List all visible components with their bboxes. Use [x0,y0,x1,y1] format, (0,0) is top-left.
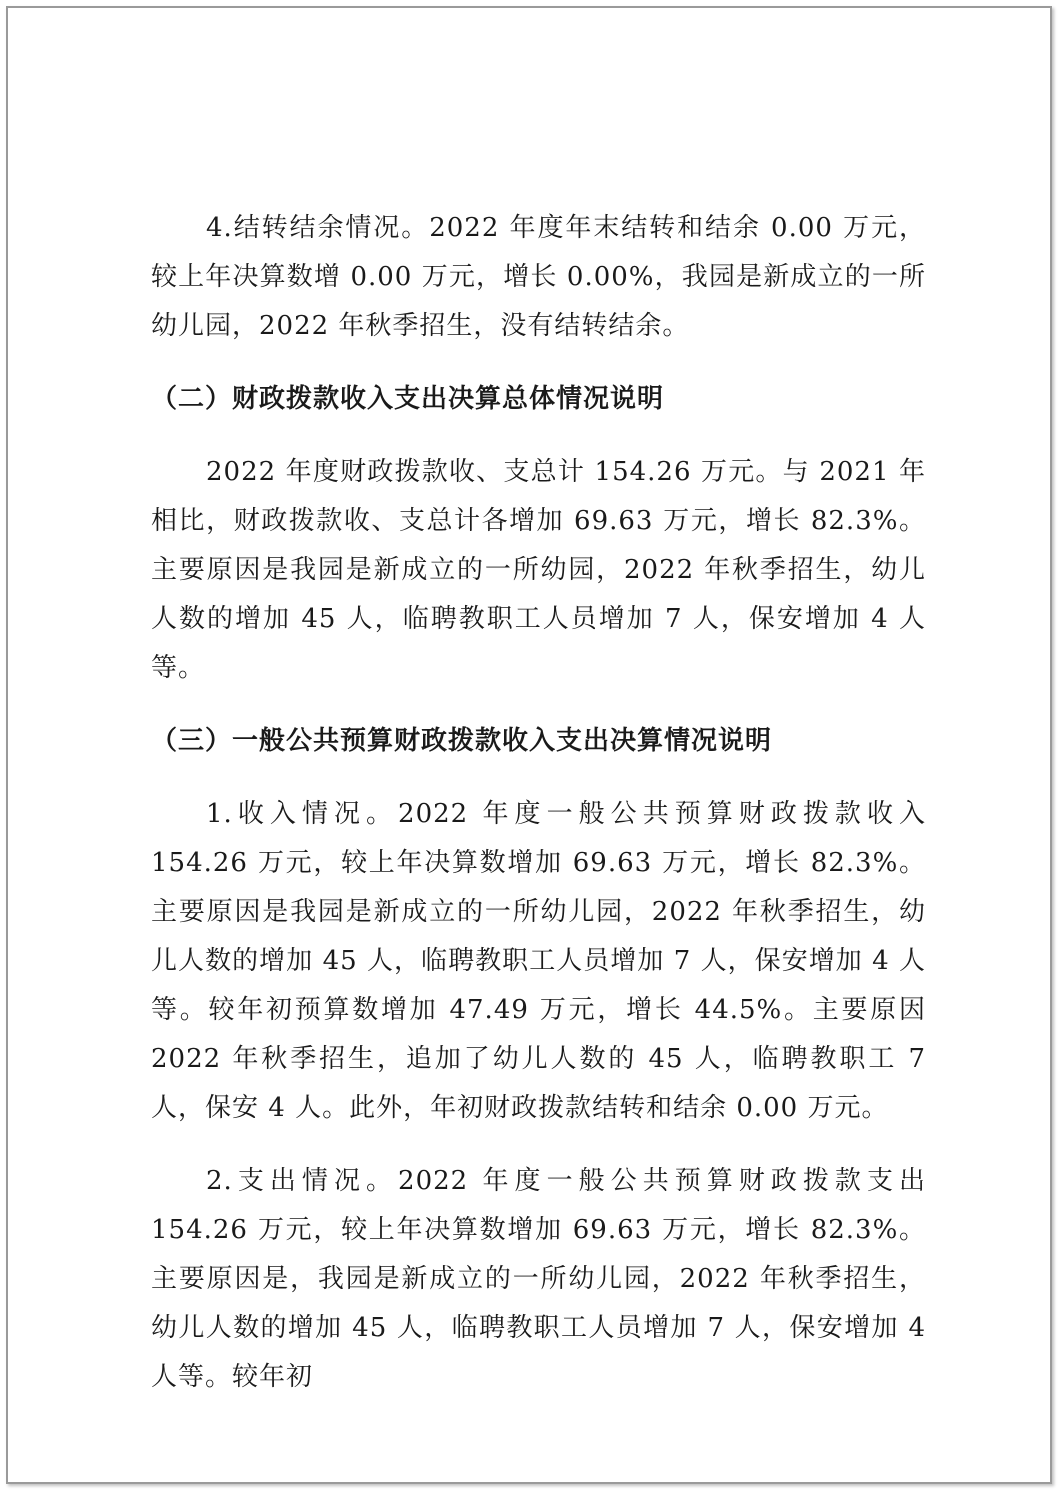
section-heading-general-budget: （三）一般公共预算财政拨款收入支出决算情况说明 [151,726,773,756]
document-page [6,6,1052,1484]
paragraph-carryover-balance: 4.结转结余情况。2022 年度年末结转和结余 0.00 万元，较上年决算数增 0.00 万元，增长 0.00%，我园是新成立的一所幼儿园，2022 年秋季招生，没有结转结余。 [151,213,926,341]
document-body [151,204,926,1426]
paragraph-expenditure: 2.支出情况。2022 年度一般公共预算财政拨款支出 154.26 万元，较上年决算数增加 69.63 万元，增长 82.3%。主要原因是，我园是新成立的一所幼儿园，2022 年秋季招生，幼儿人数的增加 45 人，临聘教职工人员增加 7 人，保安增加 4 人等。较年初 [151,1166,926,1392]
paragraph-fiscal-overview: 2022 年度财政拨款收、支总计 154.26 万元。与 2021 年相比，财政拨款收、支总计各增加 69.63 万元，增长 82.3%。主要原因是我园是新成立的一所幼园，2022 年秋季招生，幼儿人数的增加 45 人，临聘教职工人员增加 7 人，保安增加 4 人等。 [151,457,926,683]
section-heading-fiscal-overview: （二）财政拨款收入支出决算总体情况说明 [151,384,665,414]
paragraph-income: 1.收入情况。2022 年度一般公共预算财政拨款收入 154.26 万元，较上年决算数增加 69.63 万元，增长 82.3%。主要原因是我园是新成立的一所幼儿园，2022 年秋季招生，幼儿人数的增加 45 人，临聘教职工人员增加 7 人，保安增加 4 人等。较年初预算数增加 47.49 万元，增长 44.5%。主要原因 2022 年秋季招生，追加了幼儿人数的 45 人，临聘教职工 7 人，保安 4 人。此外，年初财政拨款结转和结余 0.00 万元。 [151,799,926,1123]
